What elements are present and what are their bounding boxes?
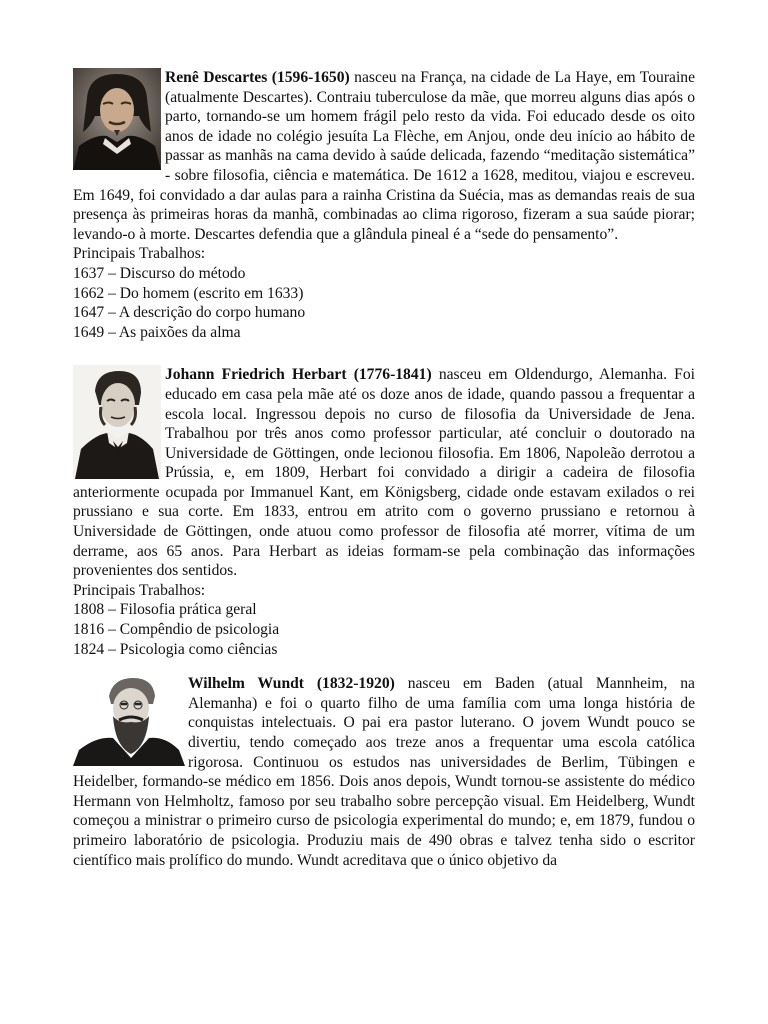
works-heading: Principais Trabalhos: <box>73 245 206 263</box>
descartes-bio-text: nasceu na França, na cidade de La Haye, em Touraine (atualmente Descartes). Contraiu tuberculose da mãe, que morreu alguns dias após o parto, tornando-se um homem frágil pelo resto da vida. Foi educado desde os oito anos de idade no colégio jesuíta La Flèche, em Anjou, onde deu início ao hábito de passar as manhãs na cama devido à saúde delicada, fazendo “meditação sistemática” - sobre filosofia, ciência e matemática. De 1612 a 1628, meditou, viajou e escreveu. Em 1649, foi convidado a dar aulas para a rainha Cristina da Suécia, mas as demandas reais de sua presença às primeiras horas da manhã, combinadas ao clima rigoroso, fizeram a sua saúde piorar; levando-o à morte. Descartes defendia que a glândula pineal é a “sede do pensamento”. <box>73 69 695 243</box>
wundt-bio-text: nasceu em Baden (atual Mannheim, na Alemanha) e foi o quarto filho de uma família com uma longa história de conquistas intelectuais. O pai era pastor luterano. O jovem Wundt pouco se divertiu, tendo começado aos treze anos a frequentar uma escola católica rigorosa. Continuou os estudos nas universidades de Berlim, Tübingen e Heidelber, formando-se médico em 1856. Dois anos depois, Wundt tornou-se assistente do médico Hermann von Helmholtz, famoso por seu trabalho sobre percepção visual. Em Heidelberg, Wundt começou a ministrar o primeiro curso de psicologia experimental do mundo; e, em 1879, fundou o primeiro laboratório de psicologia. Produziu mais de 490 obras e talvez tenha sido o escritor científico mais prolífico do mundo. Wundt acreditava que o único objetivo da <box>73 675 695 869</box>
herbart-portrait <box>73 365 161 479</box>
document-page <box>73 68 695 870</box>
descartes-dates: (1596-1650) <box>271 69 350 86</box>
work-item: 1808 – Filosofia prática geral <box>73 601 257 619</box>
work-item: 1662 – Do homem (escrito em 1633) <box>73 284 304 302</box>
work-item: 1824 – Psicologia como ciências <box>73 640 278 658</box>
work-item: 1816 – Compêndio de psicologia <box>73 621 280 639</box>
descartes-bio <box>73 68 695 244</box>
descartes-works <box>73 244 695 342</box>
herbart-section <box>73 365 695 659</box>
work-item: 1649 – As paixões da alma <box>73 323 241 341</box>
descartes-name: Renê Descartes <box>165 69 268 86</box>
herbart-dates-space <box>347 366 354 383</box>
herbart-name: Johann Friedrich Herbart <box>165 366 347 384</box>
wundt-dates-space <box>304 675 317 692</box>
work-item: 1637 – Discurso do método <box>73 264 246 282</box>
works-heading: Principais Trabalhos: <box>73 581 206 599</box>
wundt-section <box>73 674 695 870</box>
herbart-bio <box>73 365 695 581</box>
wundt-dates: (1832-1920) <box>316 675 395 693</box>
work-item: 1647 – A descrição do corpo humano <box>73 304 306 322</box>
descartes-section <box>73 68 695 342</box>
herbart-works <box>73 581 695 659</box>
herbart-dates: (1776-1841) <box>353 366 432 384</box>
descartes-portrait <box>73 68 161 170</box>
wundt-name: Wilhelm Wundt <box>188 675 304 693</box>
herbart-bio-text: nasceu em Oldendurgo, Alemanha. Foi educado em casa pela mãe até os doze anos de idade, quando passou a frequentar a escola local. Ingressou depois no curso de filosofia da Universidade de Jena. Trabalhou por três anos como professor particular, até concluir o doutorado na Universidade de Göttingen, onde lecionou filosofia. Em 1806, Napoleão derrotou a Prússia, e, em 1809, Herbart foi convidado a dirigir a cadeira de filosofia anteriormente ocupada por Immanuel Kant, em Königsberg, cidade onde estavam exilados o rei prussiano e sua corte. Em 1833, entrou em atrito com o governo prussiano e retornou à Universidade de Göttingen, onde atuou como professor de filosofia até morrer, vítima de um derrame, aos 65 anos. Para Herbart as ideias formam-se pela combinação das informações provenientes dos sentidos. <box>73 366 695 580</box>
wundt-portrait <box>73 674 185 766</box>
